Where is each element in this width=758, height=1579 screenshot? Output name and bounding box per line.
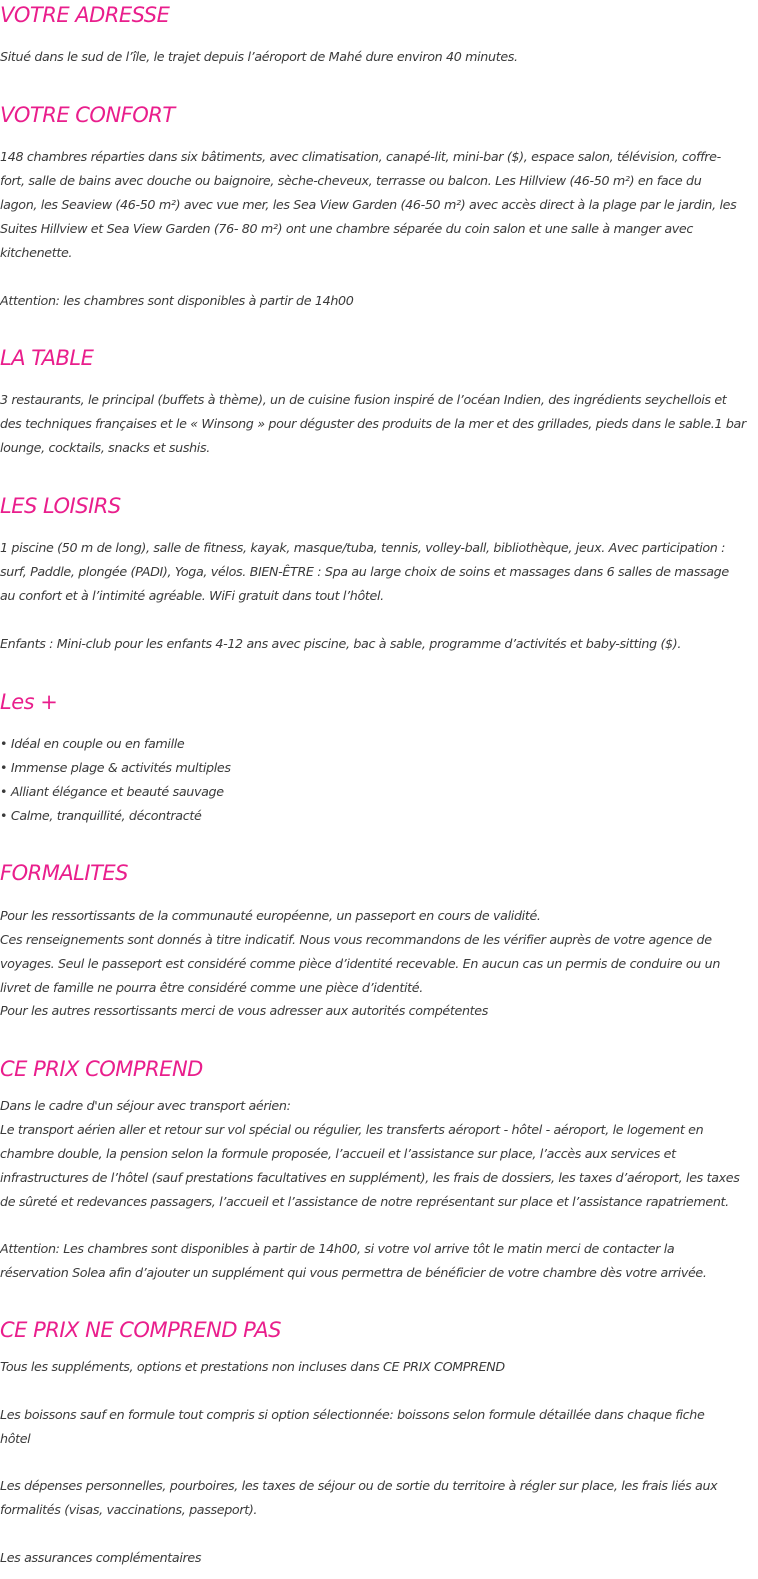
paragraph-line: de sûreté et redevances passagers, l’accueil et l’assistance de notre représentant sur place et l’assistance rapatriement. <box>0 1194 729 1209</box>
paragraph-line: Enfants : Mini-club pour les enfants 4-12 ans avec piscine, bac à sable, programme d’activités et baby-sitting ($). <box>0 636 682 651</box>
paragraph-line: Pour les ressortissants de la communauté européenne, un passeport en cours de validité. <box>0 908 541 923</box>
section-title-votre-confort: VOTRE CONFORT <box>0 103 175 127</box>
section-title-les-loisirs: LES LOISIRS <box>0 494 121 518</box>
paragraph-line: lounge, cocktails, snacks et sushis. <box>0 440 210 455</box>
paragraph-line: réservation Solea afin d’ajouter un supplément qui vous permettra de bénéficier de votre chambre dès votre arrivée. <box>0 1265 707 1280</box>
paragraph-line: lagon, les Seaview (46-50 m²) avec vue mer, les Sea View Garden (46-50 m²) avec accès direct à la plage par le jardin, les <box>0 197 737 212</box>
paragraph-line: fort, salle de bains avec douche ou baignoire, sèche-cheveux, terrasse ou balcon. Les Hillview (46-50 m²) en face du <box>0 173 702 188</box>
paragraph-line: Situé dans le sud de l’île, le trajet depuis l’aéroport de Mahé dure environ 40 minutes. <box>0 49 518 64</box>
bullet-item: • Idéal en couple ou en famille <box>0 736 185 751</box>
section-title-ce-prix-comprend: CE PRIX COMPREND <box>0 1057 203 1081</box>
paragraph-line: Les boissons sauf en formule tout compris si option sélectionnée: boissons selon formule détaillée dans chaque fiche <box>0 1407 705 1422</box>
paragraph-line: 3 restaurants, le principal (buffets à thème), un de cuisine fusion inspiré de l’océan Indien, des ingrédients seychellois et <box>0 392 727 407</box>
paragraph-line: des techniques françaises et le « Winsong » pour déguster des produits de la mer et des grillades, pieds dans le sable.1 bar <box>0 416 746 431</box>
paragraph-line: Dans le cadre d'un séjour avec transport aérien: <box>0 1098 291 1113</box>
paragraph-line: Pour les autres ressortissants merci de vous adresser aux autorités compétentes <box>0 1003 488 1018</box>
paragraph-line: 148 chambres réparties dans six bâtiments, avec climatisation, canapé-lit, mini-bar ($), espace salon, télévision, coffre- <box>0 149 721 164</box>
paragraph-line: Le transport aérien aller et retour sur vol spécial ou régulier, les transferts aéroport - hôtel - aéroport, le logement en <box>0 1122 704 1137</box>
paragraph-line: Les dépenses personnelles, pourboires, les taxes de séjour ou de sortie du territoire à régler sur place, les frais liés aux <box>0 1478 718 1493</box>
paragraph-line: 1 piscine (50 m de long), salle de fitness, kayak, masque/tuba, tennis, volley-ball, bibliothèque, jeux. Avec participation : <box>0 540 726 555</box>
bullet-item: • Immense plage & activités multiples <box>0 760 231 775</box>
paragraph-line: Les assurances complémentaires <box>0 1550 202 1565</box>
paragraph-line: surf, Paddle, plongée (PADI), Yoga, vélos. BIEN-ÊTRE : Spa au large choix de soins et massages dans 6 salles de massage <box>0 564 729 579</box>
section-title-la-table: LA TABLE <box>0 346 94 370</box>
paragraph-line: au confort et à l’intimité agréable. WiFi gratuit dans tout l’hôtel. <box>0 588 384 603</box>
section-title-ce-prix-ne-comprend-pas: CE PRIX NE COMPREND PAS <box>0 1318 281 1342</box>
paragraph-line: Attention: les chambres sont disponibles à partir de 14h00 <box>0 293 354 308</box>
paragraph-line: Attention: Les chambres sont disponibles à partir de 14h00, si votre vol arrive tôt le matin merci de contacter la <box>0 1241 675 1256</box>
paragraph-line: livret de famille ne pourra être considéré comme une pièce d’identité. <box>0 980 423 995</box>
section-title-formalites: FORMALITES <box>0 861 129 885</box>
paragraph-line: infrastructures de l’hôtel (sauf prestations facultatives en supplément), les frais de dossiers, les taxes d’aéroport, les taxes <box>0 1170 740 1185</box>
paragraph-line: voyages. Seul le passeport est considéré comme pièce d’identité recevable. En aucun cas un permis de conduire ou un <box>0 956 721 971</box>
section-title-les-plus: Les + <box>0 690 58 714</box>
paragraph-line: kitchenette. <box>0 245 73 260</box>
paragraph-line: hôtel <box>0 1431 31 1446</box>
bullet-item: • Alliant élégance et beauté sauvage <box>0 784 224 799</box>
paragraph-line: Tous les suppléments, options et prestations non incluses dans CE PRIX COMPREND <box>0 1359 505 1374</box>
paragraph-line: chambre double, la pension selon la formule proposée, l’accueil et l’assistance sur place, l’accès aux services et <box>0 1146 676 1161</box>
paragraph-line: formalités (visas, vaccinations, passeport). <box>0 1502 258 1517</box>
paragraph-line: Ces renseignements sont donnés à titre indicatif. Nous vous recommandons de les vérifier auprès de votre agence de <box>0 932 712 947</box>
bullet-item: • Calme, tranquillité, décontracté <box>0 808 202 823</box>
section-title-votre-adresse: VOTRE ADRESSE <box>0 3 170 27</box>
paragraph-line: Suites Hillview et Sea View Garden (76- 80 m²) ont une chambre séparée du coin salon et une salle à manger avec <box>0 221 693 236</box>
